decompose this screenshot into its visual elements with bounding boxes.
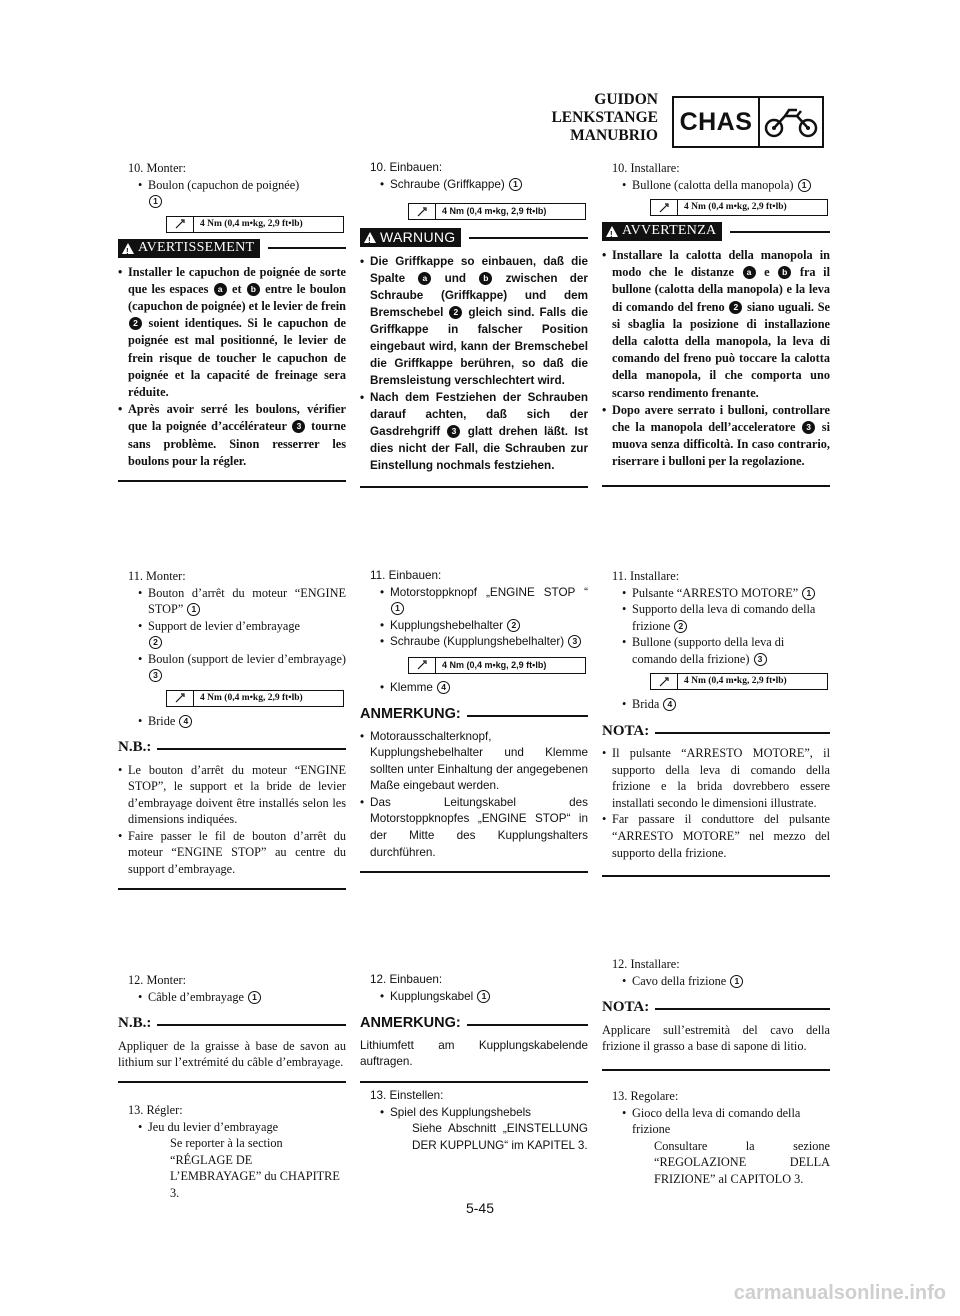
warning-header: ! AVERTISSEMENT xyxy=(118,239,346,258)
title-de: LENKSTANGE xyxy=(551,109,658,126)
note-header: ANMERKUNG: xyxy=(360,706,588,723)
note-body: Appliquer de la graisse à base de savon au lithium sur l’extrémité du câble d’embrayage. xyxy=(118,1038,346,1070)
motorcycle-icon xyxy=(760,98,822,146)
warning-triangle-icon xyxy=(122,243,134,254)
note-body: Lithiumfett am Kupplungskabelende auftragen. xyxy=(360,1038,588,1069)
de-step-11: 11. Einbauen: • Motorstoppknopf „ENGINE STOP “ 1 • Kupplungshebelhalter 2 • Schraube (Kupplungshebelhalter) 3 4 Nm (0,4 m•kg, 2,9 ft•lb) • Klemme 4 ANMERKUNG: • Motorausschalterknopf, Kupplungshebelhalter und Klemme sollten unter Einhaltung der angegebenen Maße eingebaut werden. • Das Leitungskabel des Motorstoppknopfes „ENGINE STOP“ in der Mitte des Kupplungshalters durchführen. xyxy=(360,568,588,873)
it-step-12: 12. Installare: • Cavo della frizione 1 NOTA: Applicare sull’estremità del cavo della frizione il grasso a base di sapone di litio. xyxy=(602,956,830,1071)
fr-step-10: 10. Monter: • Boulon (capuchon de poignée) 1 4 Nm (0,4 m•kg, 2,9 ft•lb) ! AVERTISSEMENT • Installer le capuchon de poignée de sorte que les espaces a et b entre le boulon (capuchon de poignée) et le levier de frein 2 soient identiques. Si le capuchon de poignée est mal positionné, le levier de frein risque de toucher le capuchon de poignée et la capacité de freinage sera réduite. • Après avoir serré les boulons, vérifier que la poignée d’accélérateur 3 tourne sans problème. Sinon resserrer les boulons pour la régler. xyxy=(118,160,346,482)
warning-triangle-icon xyxy=(606,226,618,237)
torque-spec: 4 Nm (0,4 m•kg, 2,9 ft•lb) xyxy=(166,690,344,707)
title-it: MANUBRIO xyxy=(570,127,658,144)
fr-step-13: 13. Régler: • Jeu du levier d’embrayage Se reporter à la section “RÉGLAGE DE L’EMBRAYAGE” du CHAPITRE 3. xyxy=(118,1102,346,1201)
wrench-icon xyxy=(651,674,678,689)
warning-header: ! WARNUNG xyxy=(360,228,588,247)
torque-spec: 4 Nm (0,4 m•kg, 2,9 ft•lb) xyxy=(650,673,828,690)
warning-body: • Installare la calotta della manopola in modo che le distanze a e b fra il bullone (calotta della manopola) e la leva di comando del freno 2 siano uguali. Se si sbaglia la posizione di installazione della calotta della manopola, la leva di comando del freno può toccare la calotta della manopola, il che comporta uno scarso rendimento frenante. • Dopo avere serrato i bulloni, controllare che la manopola dell’acceleratore 3 si muova senza difficoltà. In caso contrario, riserrare i bulloni per la regolazione. xyxy=(602,247,830,471)
fr-step-11: 11. Monter: • Bouton d’arrêt du moteur “ENGINE STOP” 1 • Support de levier d’embrayage 2 • Boulon (support de levier d’embrayage) 3 4 Nm (0,4 m•kg, 2,9 ft•lb) • Bride 4 N.B.: • Le bouton d’arrêt du moteur “ENGINE STOP”, le support et la bride de levier d’embrayage doivent être installés selon les dimensions indiquées. • Faire passer le fil de bouton d’arrêt du moteur “ENGINE STOP” au centre du support d’embrayage. xyxy=(118,568,346,890)
it-step-10: 10. Installare: • Bullone (calotta della manopola) 1 4 Nm (0,4 m•kg, 2,9 ft•lb) ! AVVERTENZA • Installare la calotta della manopola in modo che le distanze a e b fra il bullone (calotta della manopola) e la leva di comando del freno 2 siano uguali. Se si sbaglia la posizione di installazione della calotta della manopola, la leva di comando del freno può toccare la calotta della manopola, il che comporta uno scarso rendimento frenante. • Dopo avere serrato i bulloni, controllare che la manopola dell’acceleratore 3 si muova senza difficoltà. In caso contrario, riserrare i bulloni per la regolazione. xyxy=(602,160,830,487)
it-step-11: 11. Installare: • Pulsante “ARRESTO MOTORE” 1 • Supporto della leva di comando della frizione 2 • Bullone (supporto della leva di comando della frizione) 3 4 Nm (0,4 m•kg, 2,9 ft•lb) • Brida 4 NOTA: • Il pulsante “ARRESTO MOTORE”, il supporto della leva di comando della frizione e la brida dovrebbero essere installati secondo le dimensioni illustrate. • Far passare il conduttore del pulsante “ARRESTO MOTORE” nel mezzo del supporto della frizione. xyxy=(602,568,830,877)
note-body: • Il pulsante “ARRESTO MOTORE”, il supporto della leva di comando della frizione e la brida dovrebbero essere installati secondo le dimensioni illustrate. • Far passare il conduttore del pulsante “ARRESTO MOTORE” nel mezzo del supporto della frizione. xyxy=(602,745,830,861)
watermark: carmanualsonline.info xyxy=(733,1282,946,1304)
torque-spec: 4 Nm (0,4 m•kg, 2,9 ft•lb) xyxy=(166,216,344,233)
warning-body: • Installer le capuchon de poignée de sorte que les espaces a et b entre le boulon (capuchon de poignée) et le levier de frein 2 soient identiques. Si le capuchon de poignée est mal positionné, le levier de frein risque de toucher le capuchon de poignée et la capacité de freinage sera réduite. • Après avoir serré les boulons, vérifier que la poignée d’accélérateur 3 tourne sans problème. Sinon resserrer les boulons pour la régler. xyxy=(118,264,346,470)
title-fr: GUIDON xyxy=(594,91,658,108)
fr-step-12: 12. Monter: • Câble d’embrayage 1 N.B.: Appliquer de la graisse à base de savon au lithium sur l’extrémité du câble d’embrayage. xyxy=(118,972,346,1083)
it-step-13: 13. Regolare: • Gioco della leva di comando della frizione Consultare la sezione “REGOLAZIONE DELLA FRIZIONE” al CAPITOLO 3. xyxy=(602,1088,830,1187)
note-body: • Motorausschalterknopf, Kupplungshebelhalter und Klemme sollten unter Einhaltung der angegebenen Maße eingebaut werden. • Das Leitungskabel des Motorstoppknopfes „ENGINE STOP“ in der Mitte des Kupplungshalters durchführen. xyxy=(360,729,588,862)
note-body: • Le bouton d’arrêt du moteur “ENGINE STOP”, le support et la bride de levier d’embrayage doivent être installés selon les dimensions indiquées. • Faire passer le fil de bouton d’arrêt du moteur “ENGINE STOP” au centre du support d’embrayage. xyxy=(118,762,346,878)
torque-spec: 4 Nm (0,4 m•kg, 2,9 ft•lb) xyxy=(650,199,828,216)
wrench-icon xyxy=(409,658,436,673)
note-header: N.B.: xyxy=(118,739,346,756)
section-titles xyxy=(551,91,658,145)
wrench-icon xyxy=(167,691,194,706)
torque-spec: 4 Nm (0,4 m•kg, 2,9 ft•lb) xyxy=(408,203,586,220)
de-step-12: 12. Einbauen: • Kupplungskabel 1 ANMERKUNG: Lithiumfett am Kupplungskabelende auftragen. xyxy=(360,972,588,1083)
section-code: CHAS xyxy=(674,98,760,146)
wrench-icon xyxy=(409,204,436,219)
warning-body: • Die Griffkappe so einbauen, daß die Spalte a und b zwischen der Schraube (Griffkappe) und dem Bremschebel 2 gleich sind. Falls die Griffkappe in falscher Position eingebaut wird, kann der Bremschebel die Griffkappe berühren, so daß die Bremsleistung verschlechtert wird. • Nach dem Festziehen der Schrauben darauf achten, daß sich der Gasdrehgriff 3 glatt drehen läßt. Ist dies nicht der Fall, die Schrauben zur Einstellung nochmals festziehen. xyxy=(360,253,588,474)
note-header: N.B.: xyxy=(118,1015,346,1032)
note-header: NOTA: xyxy=(602,723,830,740)
note-body: Applicare sull’estremità del cavo della frizione il grasso a base di sapone di litio. xyxy=(602,1022,830,1054)
warning-header: ! AVVERTENZA xyxy=(602,222,830,241)
page-number: 5-45 xyxy=(465,1200,495,1216)
wrench-icon xyxy=(651,200,678,215)
wrench-icon xyxy=(167,217,194,232)
torque-spec: 4 Nm (0,4 m•kg, 2,9 ft•lb) xyxy=(408,657,586,674)
section-badge xyxy=(672,96,824,148)
warning-triangle-icon xyxy=(364,232,376,243)
note-header: ANMERKUNG: xyxy=(360,1015,588,1032)
note-header: NOTA: xyxy=(602,999,830,1016)
de-step-10: 10. Einbauen: • Schraube (Griffkappe) 1 4 Nm (0,4 m•kg, 2,9 ft•lb) ! WARNUNG • Die Griffkappe so einbauen, daß die Spalte a und b zwischen der Schraube (Griffkappe) und dem Bremschebel 2 gleich sind. Falls die Griffkappe in falscher Position eingebaut wird, kann der Bremschebel die Griffkappe berühren, so daß die Bremsleistung verschlechtert wird. • Nach dem Festziehen der Schrauben darauf achten, daß sich der Gasdrehgriff 3 glatt drehen läßt. Ist dies nicht der Fall, die Schrauben zur Einstellung nochmals festziehen. xyxy=(360,160,588,488)
de-step-13: 13. Einstellen: • Spiel des Kupplungshebels Siehe Abschnitt „EINSTELLUNG DER KUPPLUNG“ im KAPITEL 3. xyxy=(360,1088,588,1154)
